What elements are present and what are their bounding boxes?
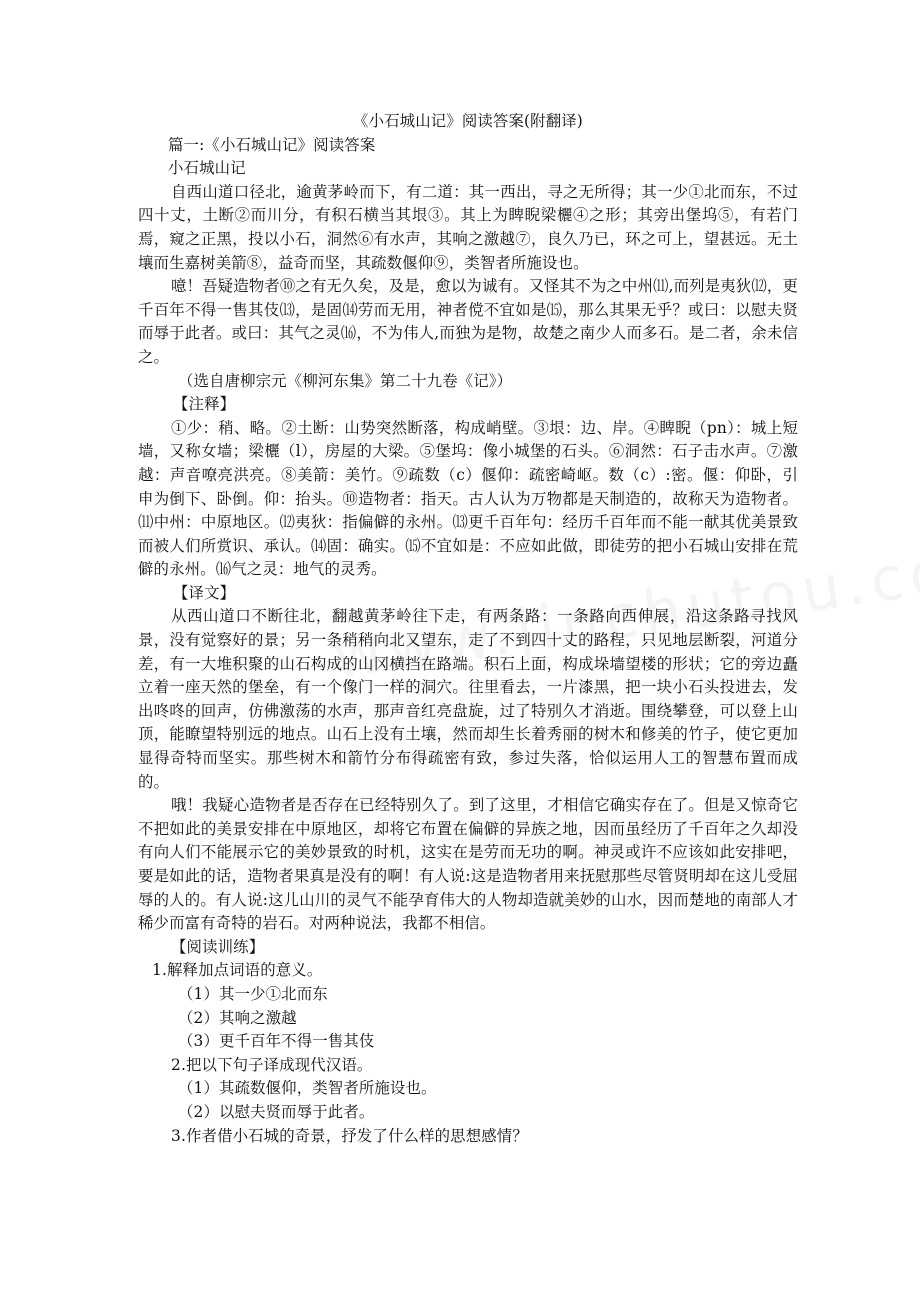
training-heading: 【阅读训练】 xyxy=(171,937,265,956)
question-1-item: （1）其一少①北而东 xyxy=(178,984,328,1003)
document-title: 《小石城山记》阅读答案(附翻译) xyxy=(353,112,583,130)
text-title: 小石城山记 xyxy=(168,159,246,178)
notes-paragraph: ①少：稍、略。②土断：山势突然断落，构成峭壁。③垠：边、岸。④睥睨（pn）：城上短墙，又称女墙；梁欐（l），房屋的大梁。⑤堡坞：像小城堡的石头。⑥洞然：石子击水声。⑦激越：声音嘹亮洪亮。⑧美箭：美竹。⑨疏数（c）偃仰：疏密崎岖。数（c）:密。偃：仰卧，引申为倒下、卧倒。仰：抬头。⑩造物者：指天。古人认为万物都是天制造的，故称天为造物者。⑾中州：中原地区。⑿夷狄：指偏僻的永州。⒀更千百年句：经历千百年而不能一献其优美景致而被人们所赏识、承认。⒁固：确实。⒂不宜如是：不应如此做，即徒劳的把小石城山安排在荒僻的永州。⒃气之灵：地气的灵秀。 xyxy=(138,418,798,579)
document-body xyxy=(138,110,798,1148)
source-note: （选自唐柳宗元《柳河东集》第二十九卷《记》） xyxy=(178,371,513,390)
question-2: 2.把以下句子译成现代汉语。 xyxy=(171,1055,373,1074)
translation-paragraph-1: 从西山道口不断往北，翻越黄茅岭往下走，有两条路：一条路向西伸展，沿这条路寻找风景，没有觉察好的景；另一条稍稍向北又望东，走了不到四十丈的路程，只见地层断裂，河道分差，有一大堆积聚的山石构成的山冈横挡在路端。积石上面，构成垛墙望楼的形状；它的旁边矗立着一座天然的堡垒，有一个像门一样的洞穴。往里看去，一片漆黑，把一块小石头投进去，发出咚咚的回声，仿佛激荡的水声，那声音红亮盘旋，过了特别久才消逝。围绕攀登，可以登上山顶，能瞭望特别远的地点。山石上没有土壤，然而却生长着秀丽的树木和修美的竹子，使它更加显得奇特而坚实。那些树木和箭竹分布得疏密有致，参过失落，恰似运用人工的智慧布置而成的。 xyxy=(138,607,798,791)
question-2-item: （1）其疏数偃仰，类智者所施设也。 xyxy=(178,1079,437,1098)
question-2-item: （2）以慰夫贤而辱于此者。 xyxy=(178,1102,375,1121)
section-heading: 篇一:《小石城山记》阅读答案 xyxy=(168,135,376,154)
notes-heading: 【注释】 xyxy=(173,395,236,414)
question-1-item: （2）其响之激越 xyxy=(178,1008,297,1027)
question-1-item: （3）更千百年不得一售其伎 xyxy=(178,1032,375,1051)
question-3: 3.作者借小石城的奇景，抒发了什么样的思想感情？ xyxy=(171,1126,528,1145)
question-1: 1.解释加点词语的意义。 xyxy=(152,961,323,980)
original-paragraph-2: 噫！吾疑造物者⑩之有无久矣，及是，愈以为诚有。又怪其不为之中州⑾,而列是夷狄⑿，更千百年不得一售其伎⒀，是固⒁劳而无用，神者傥不宜如是⒂，那么其果无乎？或曰：以慰夫贤而辱于此者。或曰：其气之灵⒃，不为伟人,而独为是物，故楚之南少人而多石。是二者，余未信之。 xyxy=(138,277,798,366)
original-paragraph-1: 自西山道口径北，逾黄茅岭而下，有二道：其一西出，寻之无所得；其一少①北而东，不过四十丈，土断②而川分，有积石横当其垠③。其上为睥睨梁欐④之形；其旁出堡坞⑤，有若门焉，窥之正黑，投以小石，洞然⑥有水声，其响之激越⑦，良久乃已，环之可上，望甚远。无土壤而生嘉树美箭⑧，益奇而坚，其疏数偃仰⑨，类智者所施设也。 xyxy=(138,182,798,272)
translation-paragraph-2: 哦！我疑心造物者是否存在已经特别久了。到了这里，才相信它确实存在了。但是又惊奇它不把如此的美景安排在中原地区，却将它布置在偏僻的异族之地，因而虽经历了千百年之久却没有向人们不能展示它的美妙景致的时机，这实在是劳而无功的啊。神灵或许不应该如此安排吧，要是如此的话，造物者果真是没有的啊！有人说:这是造物者用来抚慰那些尽管贤明却在这儿受屈辱的人的。有人说:这儿山川的灵气不能孕育伟大的人物却造就美妙的山水，因而楚地的南部人才稀少而富有奇特的岩石。对两种说法，我都不相信。 xyxy=(138,796,798,933)
translation-heading: 【译文】 xyxy=(173,583,236,602)
